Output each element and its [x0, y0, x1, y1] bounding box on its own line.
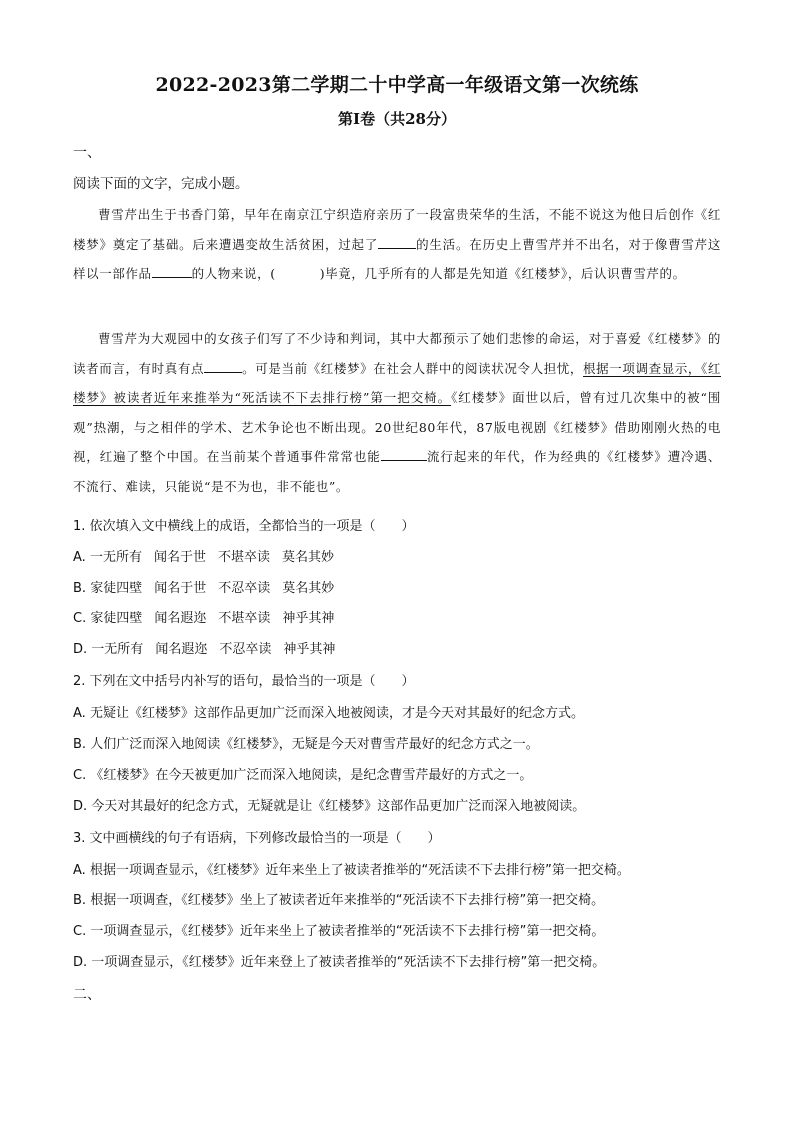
- question-stem: 1. 依次填入文中横线上的成语，全都恰当的一项是（ ）: [73, 519, 415, 534]
- option-text: 根据一项调查，《红楼梦》坐上了被读者近年来推举的“死活读不下去排行榜”第一把交椅。: [90, 893, 605, 908]
- option-text: 《红楼梦》在今天被更加广泛而深入地阅读，是纪念曹雪芹最好的方式之一。: [90, 768, 533, 783]
- option-word: 莫名其妙: [282, 581, 335, 596]
- option-word: 家徒四壁: [90, 581, 143, 596]
- passage-text: )毕竟，几乎所有的人都是先知道《红楼梦》，后认识曹雪芹的。: [319, 266, 686, 281]
- passage-paragraph-1: [73, 200, 721, 289]
- option-word: 不忍卒读: [218, 581, 271, 596]
- answer-option[interactable]: [73, 607, 346, 626]
- passage-text: 流行起来的年代，作为经典的《红楼梦》遭冷遇、不流行、难读，只能说“是不为也，非不能也”。: [73, 449, 721, 494]
- option-text: 无疑让《红楼梦》这部作品更加广泛而深入地被阅读，才是今天对其最好的纪念方式。: [89, 706, 584, 721]
- option-label: A.: [73, 863, 86, 878]
- option-word: 闻名遐迩: [154, 611, 207, 626]
- answer-option[interactable]: [73, 859, 630, 878]
- answer-option[interactable]: [73, 733, 539, 752]
- passage-paragraph-2: [73, 324, 721, 501]
- answer-option[interactable]: [73, 546, 346, 565]
- option-text: 根据一项调查显示，《红楼梦》近年来坐上了被读者推举的“死活读不下去排行榜”第一把交椅。: [89, 863, 630, 878]
- page-title: 2022-2023第二学期二十中学高一年级语文第一次统练: [155, 74, 639, 96]
- option-word: 不堪卒读: [218, 611, 271, 626]
- answer-option[interactable]: [73, 764, 532, 783]
- option-label: D.: [73, 799, 88, 814]
- option-label: D.: [73, 642, 88, 657]
- option-word: 一无所有: [89, 550, 142, 565]
- option-word: 一无所有: [91, 642, 144, 657]
- option-label: D.: [73, 955, 88, 970]
- option-text: 一项调查显示，《红楼梦》近年来坐上了被读者推举的“死活读不下去排行榜”第一把交椅。: [90, 924, 605, 939]
- reading-instruction: 阅读下面的文字，完成小题。: [73, 176, 249, 192]
- passage-text: 。可是当前《红楼梦》在社会人群中的阅读状况令人担忧，: [242, 360, 584, 376]
- option-label: A.: [73, 706, 86, 721]
- answer-option[interactable]: [73, 638, 347, 657]
- answer-option[interactable]: [73, 577, 346, 596]
- option-text: 人们广泛而深入地阅读《红楼梦》，无疑是今天对曹雪芹最好的纪念方式之一。: [90, 737, 539, 752]
- option-word: 神乎其神: [283, 642, 336, 657]
- fill-blank: [378, 234, 416, 249]
- option-word: 不堪卒读: [217, 550, 270, 565]
- option-label: C.: [73, 611, 87, 626]
- option-label: A.: [73, 550, 86, 565]
- answer-option[interactable]: [73, 920, 604, 939]
- page-subtitle: 第Ⅰ卷（共28分）: [338, 110, 456, 128]
- question-stem: 2. 下列在文中括号内补写的语句，最恰当的一项是（ ）: [73, 674, 415, 689]
- answer-option[interactable]: [73, 702, 584, 721]
- option-word: 不忍卒读: [219, 642, 272, 657]
- option-label: B.: [73, 893, 87, 908]
- underlined-sentence: 根据一项调查显示，《红楼梦》被读者近年来推举为“死活读不下去排行榜”第一把交椅。: [73, 360, 721, 405]
- option-word: 莫名其妙: [281, 550, 334, 565]
- option-text: 今天对其最好的纪念方式，无疑就是让《红楼梦》这部作品更加广泛而深入地被阅读。: [91, 799, 586, 814]
- option-label: C.: [73, 768, 87, 783]
- answer-option[interactable]: [73, 795, 585, 814]
- option-word: 闻名于世: [153, 550, 206, 565]
- question-stem: 3. 文中画横线的句子有语病，下列修改最恰当的一项是（ ）: [73, 831, 441, 846]
- passage-text: 的生活。在历史上曹雪芹并不出名，对于像曹雪芹这样以一部作品: [73, 236, 721, 281]
- answer-option[interactable]: [73, 889, 604, 908]
- option-label: B.: [73, 737, 87, 752]
- option-label: C.: [73, 924, 87, 939]
- section-heading-1: 一、: [73, 145, 101, 161]
- option-word: 神乎其神: [282, 611, 335, 626]
- option-text: 一项调查显示，《红楼梦》近年来登上了被读者推举的“死活读不下去排行榜”第一把交椅。: [91, 955, 606, 970]
- fill-blank: [204, 358, 242, 373]
- fill-blank: [152, 263, 192, 278]
- option-word: 闻名遐迩: [155, 642, 208, 657]
- option-word: 闻名于世: [154, 581, 207, 596]
- passage-text: 曹雪芹出生于书香门第，早年在南京江宁织造府亲历了一段富贵荣华的生活，不能不说这为他日后创作《红楼梦》奠定了基础。后来遭遇变故生活贫困，过起了: [73, 207, 721, 252]
- passage-text: 的人物来说，(: [191, 266, 276, 281]
- answer-option[interactable]: [73, 951, 605, 970]
- passage-text: 《红楼梦》面世以后，曾有过几次集中的被“围观”热潮，与之相伴的学术、艺术争论也不断出现。20世纪80年代，87版电视剧《红楼梦》借助刚刚火热的电视，红遍了整个中国。在当前某个普通事件常常也能: [73, 390, 721, 464]
- fill-blank: [381, 446, 427, 461]
- section-heading-2: 二、: [73, 987, 101, 1003]
- option-word: 家徒四壁: [90, 611, 143, 626]
- passage-text: 曹雪芹为大观园中的女孩子们写了不少诗和判词，其中大都预示了她们悲惨的命运，对于喜爱《红楼梦》的读者而言，有时真有点: [73, 331, 721, 376]
- option-label: B.: [73, 581, 87, 596]
